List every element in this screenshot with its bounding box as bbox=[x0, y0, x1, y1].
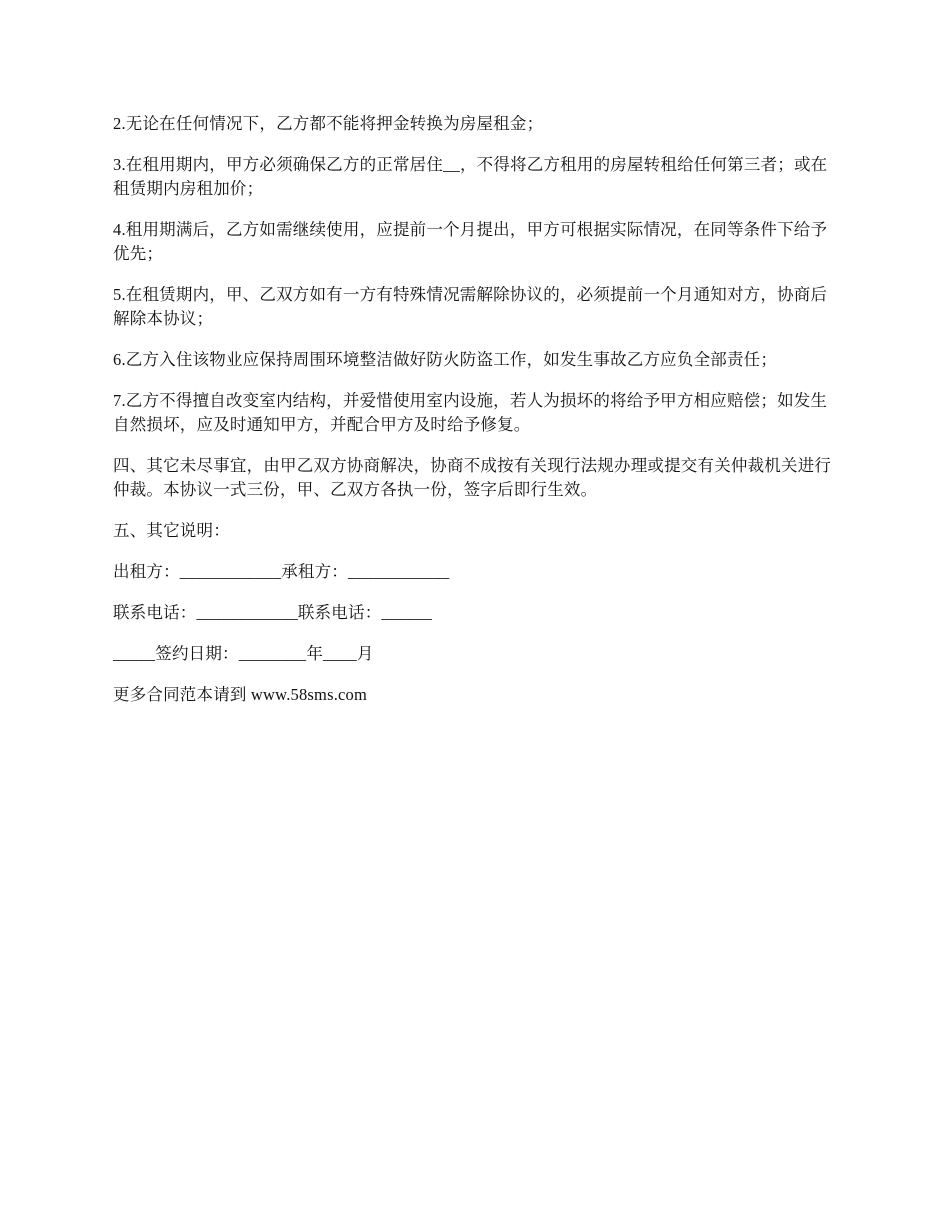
section-4-other-matters: 四、其它未尽事宜，由甲乙双方协商解决，协商不成按有关现行法规办理或提交有关仲裁机关进行仲裁。本协议一式三份，甲、乙双方各执一份，签字后即行生效。 bbox=[113, 456, 832, 499]
clause-2: 2.无论在任何情况下，乙方都不能将押金转换为房屋租金； bbox=[113, 114, 544, 133]
clause-6: 6.乙方入住该物业应保持周围环境整洁做好防火防盗工作，如发生事故乙方应负全部责任； bbox=[113, 350, 778, 369]
section-5-other-notes: 五、其它说明： bbox=[113, 521, 230, 540]
sign-date-line: _____签约日期：________年____月 bbox=[113, 644, 374, 663]
clause-7: 7.乙方不得擅自改变室内结构，并爱惜使用室内设施，若人为损坏的将给予甲方相应赔偿；如发生自然损坏，应及时通知甲方，并配合甲方及时给予修复。 bbox=[113, 391, 828, 434]
clause-3: 3.在租用期内，甲方必须确保乙方的正常居住__，不得将乙方租用的房屋转租给任何第三者；或在租赁期内房租加价； bbox=[113, 155, 828, 198]
document-body bbox=[113, 112, 843, 724]
footer-more-templates: 更多合同范本请到 www.58sms.com bbox=[113, 685, 368, 704]
clause-5: 5.在租赁期内，甲、乙双方如有一方有特殊情况需解除协议的，必须提前一个月通知对方，协商后解除本协议； bbox=[113, 285, 828, 328]
signature-parties-line: 出租方：____________承租方：____________ bbox=[113, 562, 450, 581]
contact-phone-line: 联系电话：____________联系电话：______ bbox=[113, 603, 433, 622]
clause-4: 4.租用期满后，乙方如需继续使用，应提前一个月提出，甲方可根据实际情况，在同等条件下给予优先； bbox=[113, 220, 828, 263]
